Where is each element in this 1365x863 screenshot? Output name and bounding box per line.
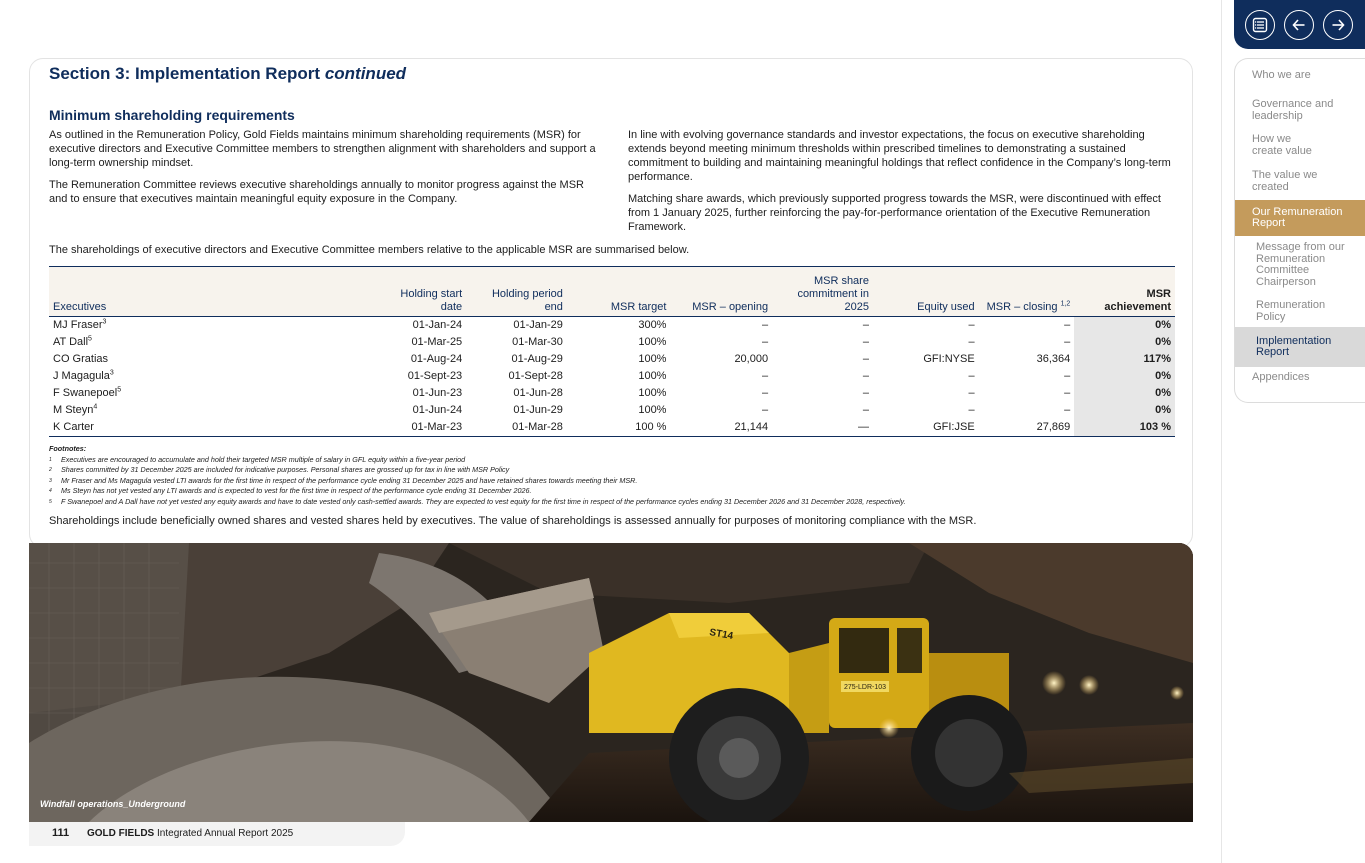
cell-executive-name: [49, 419, 338, 437]
footnote-text: Executives are encouraged to accumulate and hold their targeted MSR multiple of salary in GFL equity within a five-year period: [61, 454, 466, 464]
header-equity-used: Equity used: [873, 267, 979, 317]
brand-name: GOLD FIELDS: [87, 828, 155, 839]
footnotes: [49, 444, 1179, 507]
header-msr-closing-sup: 1,2: [1060, 300, 1071, 308]
cell-msr-opening: –: [761, 319, 769, 331]
vehicle-label: ST14: [708, 627, 734, 643]
cell-executive-name: [49, 385, 338, 402]
cell-holding-end: 01-Jun-29: [513, 404, 563, 416]
header-msr-target: MSR target: [567, 267, 671, 317]
table-row: [49, 351, 1175, 368]
footnote-text: Mr Fraser and Ms Magagula vested LTI awards for the first time in respect of the performance cycle ending 31 December 2025 and have retained shares towards meeting their MSR.: [61, 475, 638, 485]
nav-item-appendices[interactable]: Appendices: [1252, 371, 1310, 383]
cell-msr-closing: 27,869: [979, 419, 1075, 437]
header-holding-start: Holding start date: [338, 267, 467, 317]
cell-msr-target: 100%: [638, 387, 667, 399]
executive-name-text: M Steyn: [53, 404, 94, 416]
footnote-item: [49, 465, 1179, 476]
section-title-continued: continued: [324, 64, 407, 83]
cell-msr-opening: 21,144: [670, 419, 772, 437]
footnote-number: 5: [49, 498, 52, 505]
cell-msr-achievement: 0%: [1074, 368, 1175, 385]
cell-msr-closing: –: [1064, 319, 1071, 331]
footnote-number: 3: [49, 477, 52, 484]
arrow-left-icon: [1291, 17, 1307, 33]
cell-msr-achievement: 117%: [1074, 351, 1175, 368]
left-paragraph-2: The Remuneration Committee reviews executive shareholdings annually to monitor progress against the MSR and to ensure that executives maintain meaningful equity exposure in the Company.: [49, 179, 584, 205]
contents-icon: [1252, 17, 1268, 33]
nav-header: [1234, 0, 1365, 49]
section-title: [49, 64, 406, 84]
cell-holding-end: 01-Jan-29: [513, 319, 563, 331]
cell-msr-closing: 36,364: [1036, 353, 1071, 365]
msr-table: [49, 266, 1175, 437]
executive-name-footnote-ref: 3: [102, 318, 107, 326]
header-msr-achievement: MSR achievement: [1074, 267, 1175, 317]
section-title-text: Section 3: Implementation Report: [49, 64, 321, 83]
vehicle-plate: 275-LDR-103: [843, 684, 887, 691]
cell-equity-used: –: [968, 387, 975, 399]
cell-executive-name: [49, 368, 338, 385]
cell-equity-used: GFI:JSE: [873, 419, 979, 437]
cell-holding-start: 01-Jun-24: [412, 404, 463, 416]
cell-msr-commitment: —: [772, 419, 873, 437]
cell-holding-start: 01-Jun-23: [412, 387, 463, 399]
table-header-row: [49, 267, 1175, 317]
executive-name-text: F Swanepoel: [53, 387, 118, 399]
nav-item-chairperson-message[interactable]: Message from our Remuneration Committee Chairperson: [1256, 241, 1345, 288]
nav-item-who-we-are[interactable]: Who we are: [1252, 69, 1311, 81]
nav-item-implementation-report[interactable]: [1235, 327, 1365, 367]
executive-name-text: AT Dall: [53, 336, 89, 348]
mine-photo: [29, 543, 1193, 822]
cell-equity-used: –: [968, 370, 975, 382]
nav-item-remuneration-report[interactable]: [1235, 200, 1365, 236]
cell-msr-target: 300%: [638, 319, 667, 331]
report-name: Integrated Annual Report 2025: [157, 828, 294, 839]
table-row: [49, 368, 1175, 385]
cell-msr-commitment: –: [862, 353, 869, 365]
cell-msr-commitment: –: [862, 370, 869, 382]
subheading: Minimum shareholding requirements: [49, 107, 295, 123]
header-executives: Executives: [49, 267, 338, 317]
footnote-number: 4: [49, 488, 52, 494]
underground-loader-illustration: [29, 543, 1193, 822]
cell-holding-start: 01-Aug-24: [410, 353, 463, 365]
sidebar-divider: [1221, 0, 1222, 863]
footnote-item: [49, 455, 1179, 466]
cell-msr-commitment: –: [862, 404, 869, 416]
header-msr-closing-text: MSR – closing: [986, 301, 1058, 313]
cell-msr-target: 100%: [638, 336, 667, 348]
right-paragraph-1: In line with evolving governance standards and investor expectations, the focus on executive shareholding extends beyond meeting minimum thresholds within prescribed timelines to demonstrating a sustained commitment to building and maintaining meaningful holdings that reflect confidence in the Company’s long-term performance.: [628, 129, 1171, 183]
footnote-number: 2: [49, 467, 52, 473]
cell-executive-name: [49, 351, 338, 368]
cell-msr-target: 100 %: [567, 419, 671, 437]
cell-holding-end: 01-Mar-28: [466, 419, 567, 437]
nav-item-how-we-create-value[interactable]: How we create value: [1252, 133, 1312, 157]
table-row: [49, 385, 1175, 402]
cell-msr-closing: –: [1064, 404, 1071, 416]
nav-item-implementation-report-label: Implementation Report: [1256, 334, 1332, 358]
executive-name-text: MJ Fraser: [53, 319, 103, 331]
left-column: [49, 128, 604, 214]
cell-holding-start: 01-Sept-23: [407, 370, 463, 382]
right-column: [628, 128, 1173, 242]
executive-name-footnote-ref: 4: [93, 403, 98, 411]
nav-item-remuneration-policy[interactable]: Remuneration Policy: [1256, 299, 1326, 323]
cell-equity-used: –: [968, 319, 975, 331]
cell-msr-achievement: 0%: [1074, 334, 1175, 351]
executive-name-text: K Carter: [53, 421, 94, 433]
cell-executive-name: [49, 334, 338, 351]
executive-name-footnote-ref: 5: [88, 335, 92, 343]
nav-item-value-we-created[interactable]: The value we created: [1252, 169, 1318, 193]
cell-msr-opening: –: [761, 370, 769, 382]
cell-msr-opening: –: [761, 404, 769, 416]
cell-equity-used: GFI:NYSE: [923, 353, 975, 365]
footnote-number: 1: [49, 456, 52, 463]
footnote-item: [49, 497, 1179, 508]
cell-holding-start: 01-Mar-23: [338, 419, 467, 437]
cell-msr-achievement: 103 %: [1074, 419, 1175, 437]
cell-msr-achievement: 0%: [1074, 402, 1175, 419]
cell-holding-end: 01-Aug-29: [511, 353, 563, 365]
cell-msr-target: 100%: [638, 404, 667, 416]
cell-msr-target: 100%: [638, 370, 667, 382]
cell-msr-closing: –: [1064, 336, 1071, 348]
table-row: [49, 334, 1175, 351]
cell-msr-achievement: 0%: [1074, 385, 1175, 402]
cell-holding-end: 01-Sept-28: [508, 370, 563, 382]
header-holding-end: Holding period end: [466, 267, 567, 317]
cell-msr-commitment: –: [862, 319, 869, 331]
cell-holding-end: 01-Jun-28: [513, 387, 563, 399]
cell-msr-closing: –: [1064, 370, 1071, 382]
header-msr-commitment: MSR share commitment in 2025: [772, 267, 873, 317]
footnote-text: F Swanepoel and A Dall have not yet vested any equity awards and have to date vested only cash-settled awards. They are expected to vest equity for the first time in respect of the performance cycles ending 31 December 2026 and 31 December 2028, respectively.: [61, 496, 906, 506]
right-paragraph-2: Matching share awards, which previously supported progress towards the MSR, were discontinued with effect from 1 January 2025, further reinforcing the pay-for-performance orientation of the Executive Remuneration Framework.: [628, 193, 1161, 233]
executive-name-text: CO Gratias: [53, 353, 109, 365]
cell-holding-start: 01-Mar-25: [411, 336, 463, 348]
cell-msr-opening: –: [761, 387, 769, 399]
header-msr-closing: [979, 267, 1075, 317]
cell-equity-used: –: [968, 404, 975, 416]
footnote-item: [49, 476, 1179, 487]
cell-msr-opening: –: [761, 336, 769, 348]
report-brand: [87, 828, 293, 839]
footnotes-heading: Footnotes:: [49, 444, 87, 453]
photo-caption: Windfall operations_Underground: [40, 799, 186, 809]
summary-line: The shareholdings of executive directors and Executive Committee members relative to the applicable MSR are summarised below.: [49, 244, 690, 256]
page-number: 111: [52, 827, 70, 839]
next-page-button[interactable]: [1323, 10, 1353, 40]
cell-msr-closing: –: [1064, 387, 1071, 399]
cell-msr-opening: 20,000: [734, 353, 769, 365]
footnote-item: [49, 486, 1179, 497]
cell-msr-commitment: –: [862, 336, 869, 348]
left-paragraph-1: As outlined in the Remuneration Policy, Gold Fields maintains minimum shareholding requirements (MSR) for executive directors and Executive Committee members to strengthen alignment with shareholders and support a long-term ownership mindset.: [49, 129, 596, 169]
cell-executive-name: [49, 402, 338, 419]
header-msr-opening: MSR – opening: [670, 267, 772, 317]
cell-msr-commitment: –: [862, 387, 869, 399]
closing-line: Shareholdings include beneficially owned shares and vested shares held by executives. The value of shareholdings is assessed annually for purposes of monitoring compliance with the MSR.: [49, 515, 977, 527]
contents-button[interactable]: [1245, 10, 1275, 40]
cell-msr-achievement: 0%: [1074, 317, 1175, 335]
executive-name-footnote-ref: 3: [109, 369, 114, 377]
footnote-text: Ms Steyn has not yet vested any LTI awards and is expected to vest for the first time in respect of the performance cycle ending 31 December 2026.: [61, 486, 532, 495]
executive-name-text: J Magagula: [53, 370, 110, 382]
nav-menu: [1234, 58, 1365, 403]
cell-holding-start: 01-Jan-24: [412, 319, 463, 331]
executive-name-footnote-ref: 5: [117, 386, 122, 394]
cell-equity-used: –: [968, 336, 975, 348]
table-row: [49, 402, 1175, 419]
cell-executive-name: [49, 317, 338, 335]
nav-item-governance[interactable]: Governance and leadership: [1252, 98, 1334, 122]
table-row: [49, 317, 1175, 335]
table-row: [49, 419, 1175, 437]
footnote-text: Shares committed by 31 December 2025 are included for indicative purposes. Personal shares are grossed up for tax in line with MSR Policy: [61, 465, 510, 474]
cell-msr-target: 100%: [638, 353, 667, 365]
cell-holding-end: 01-Mar-30: [512, 336, 563, 348]
arrow-right-icon: [1330, 17, 1346, 33]
nav-item-remuneration-report-label: Our Remuneration Report: [1252, 205, 1343, 229]
previous-page-button[interactable]: [1284, 10, 1314, 40]
